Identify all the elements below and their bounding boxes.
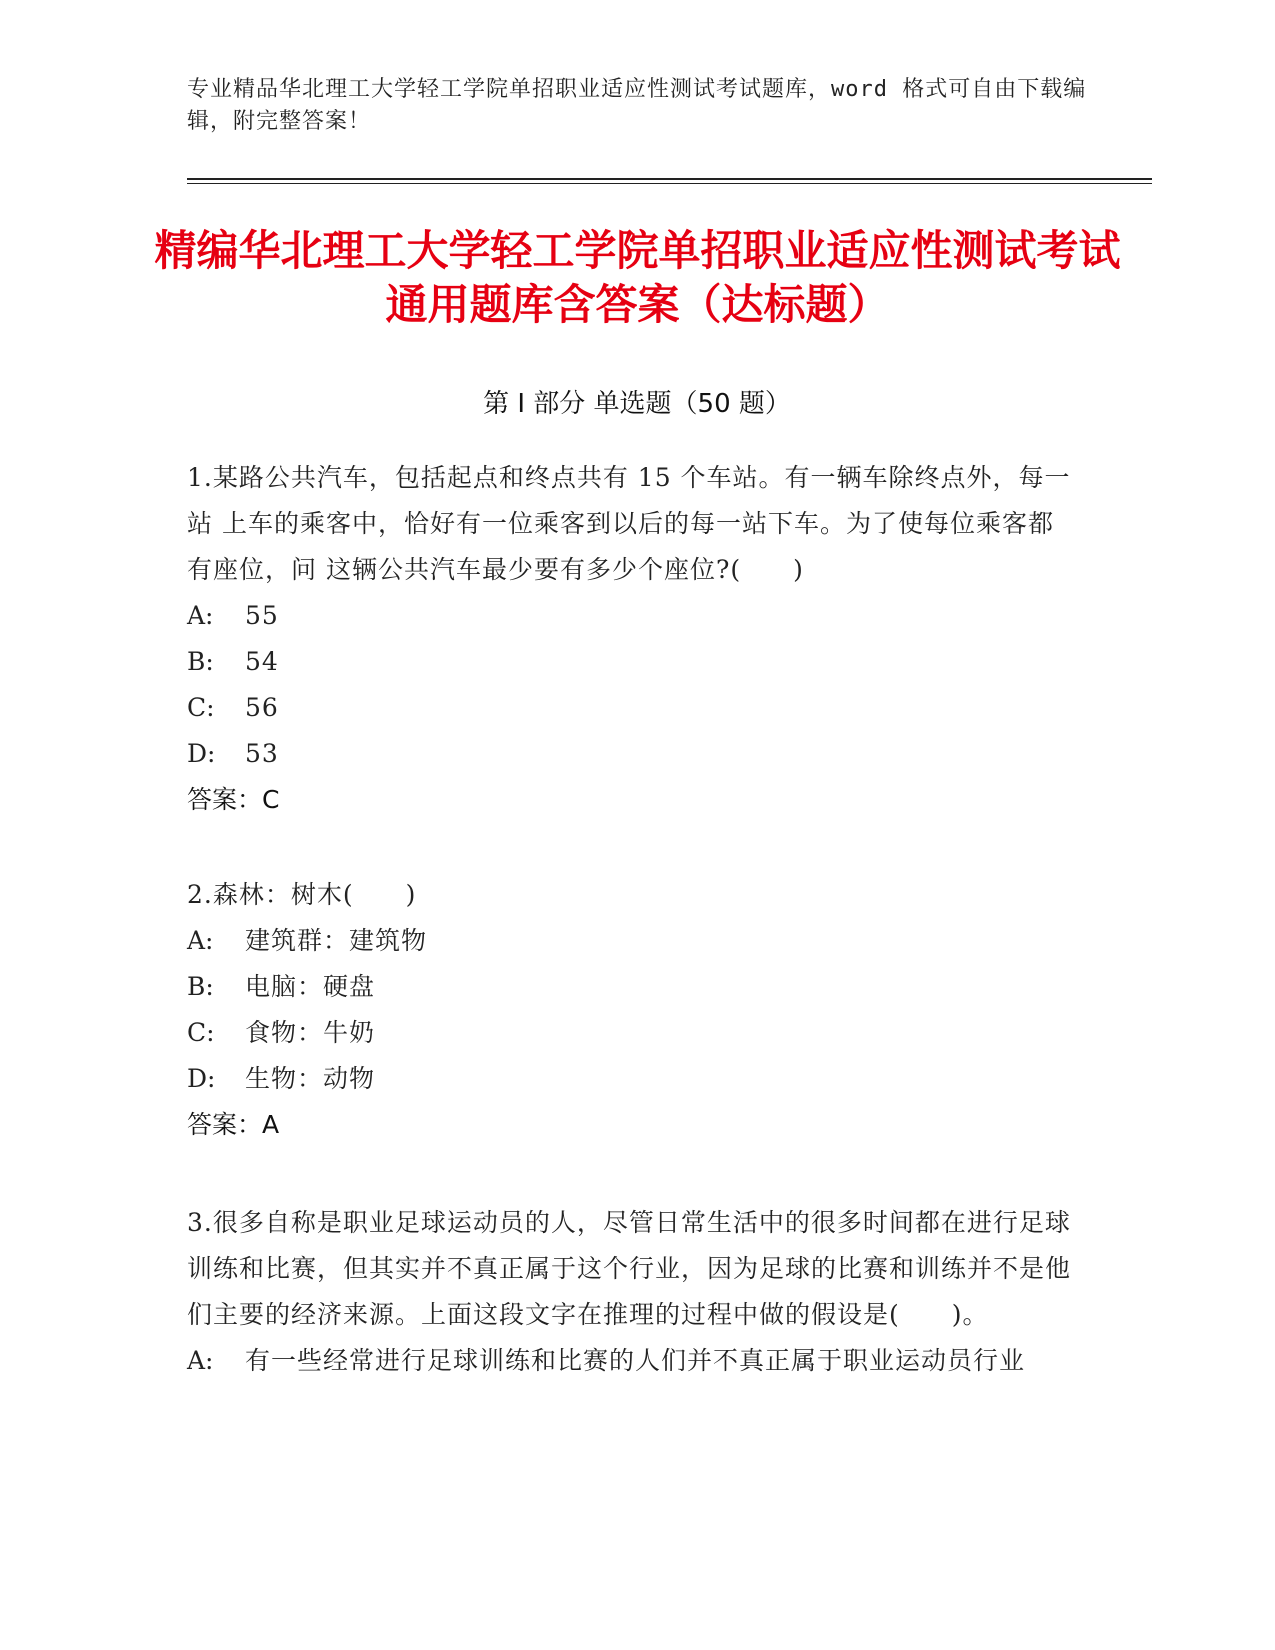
question-text: 3.很多自称是职业足球运动员的人，尽管日常生活中的很多时间都在进行足球 训练和比赛，但其实并不真正属于这个行业，因为足球的比赛和训练并不是他们主要的经济来源。上面这段文字在推理的过程中做的假设是( )。 bbox=[187, 1208, 1072, 1329]
question-2 bbox=[187, 872, 1077, 1148]
option-letter: C: bbox=[187, 693, 215, 722]
option-text: 56 bbox=[245, 693, 279, 722]
header-note: 专业精品华北理工大学轻工学院单招职业适应性测试考试题库，word 格式可自由下载编辑，附完整答案！ bbox=[187, 77, 1087, 134]
option-text: 电脑：硬盘 bbox=[245, 972, 376, 1001]
header-divider-thick bbox=[187, 178, 1152, 180]
option-b bbox=[187, 639, 1077, 685]
option-letter: D: bbox=[187, 1064, 216, 1093]
option-letter: B: bbox=[187, 972, 214, 1001]
option-b bbox=[187, 964, 1077, 1010]
header-divider-thin bbox=[187, 183, 1152, 184]
option-letter: A: bbox=[187, 926, 214, 955]
option-text: 53 bbox=[245, 739, 279, 768]
option-letter: B: bbox=[187, 647, 214, 676]
option-text: 有一些经常进行足球训练和比赛的人们并不真正属于职业运动员行业 bbox=[245, 1346, 1026, 1375]
option-d bbox=[187, 731, 1077, 777]
question-text: 1.某路公共汽车，包括起点和终点共有 15 个车站。有一辆车除终点外，每一站 上车的乘客中，恰好有一位乘客到以后的每一站下车。为了使每位乘客都有座位，问 这辆公共汽车最少要有多少个座位?( ) bbox=[187, 463, 1071, 584]
document-title: 精编华北理工大学轻工学院单招职业适应性测试考试通用题库含答案（达标题） bbox=[154, 226, 1121, 329]
question-1 bbox=[187, 455, 1077, 823]
option-c bbox=[187, 685, 1077, 731]
question-text: 2.森林：树木( ) bbox=[187, 880, 417, 909]
answer-line: 答案：A bbox=[187, 1110, 280, 1139]
option-letter: C: bbox=[187, 1018, 215, 1047]
answer-line: 答案：C bbox=[187, 785, 280, 814]
option-a bbox=[187, 918, 1077, 964]
option-d bbox=[187, 1056, 1077, 1102]
option-text: 54 bbox=[245, 647, 279, 676]
option-a bbox=[187, 1338, 1077, 1384]
option-text: 55 bbox=[245, 601, 279, 630]
option-text: 建筑群：建筑物 bbox=[245, 926, 428, 955]
option-letter: A: bbox=[187, 1346, 214, 1375]
section-heading: 第 I 部分 单选题（50 题） bbox=[483, 389, 791, 419]
option-c bbox=[187, 1010, 1077, 1056]
option-text: 生物：动物 bbox=[245, 1064, 376, 1093]
option-letter: A: bbox=[187, 601, 214, 630]
option-a bbox=[187, 593, 1077, 639]
option-letter: D: bbox=[187, 739, 216, 768]
option-text: 食物：牛奶 bbox=[245, 1018, 376, 1047]
question-3 bbox=[187, 1200, 1077, 1384]
